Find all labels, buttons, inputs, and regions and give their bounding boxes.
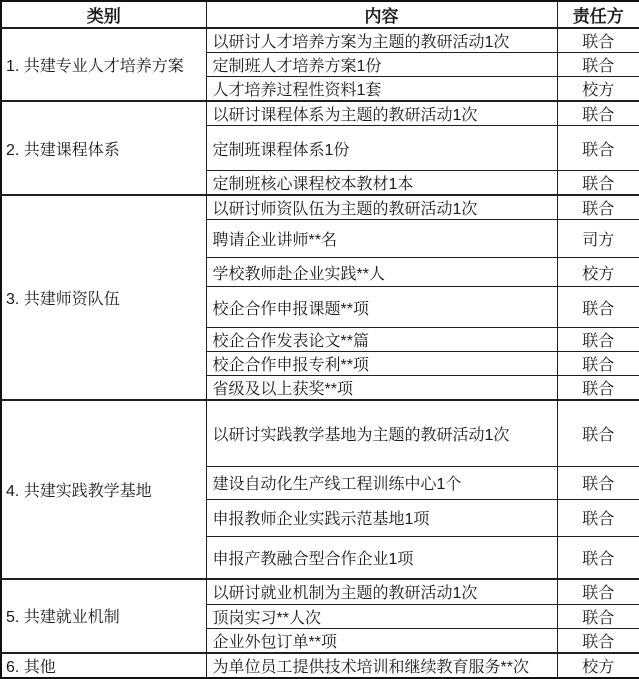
content-cell: 人才培养过程性资料1套 [206, 77, 557, 102]
table-row [1, 28, 639, 53]
content-cell: 以研讨实践教学基地为主题的教研活动1次 [206, 400, 557, 466]
party-cell: 联合 [557, 376, 639, 401]
party-cell: 联合 [557, 126, 639, 171]
category-cell-3: 3. 共建师资队伍 [1, 195, 206, 400]
table-row [1, 400, 639, 466]
content-cell: 定制班人才培养方案1份 [206, 53, 557, 77]
party-cell: 联合 [557, 28, 639, 53]
header-category: 类别 [1, 1, 206, 28]
content-cell: 以研讨人才培养方案为主题的教研活动1次 [206, 28, 557, 53]
party-cell: 联合 [557, 53, 639, 77]
category-cell-2: 2. 共建课程体系 [1, 101, 206, 195]
party-cell: 联合 [557, 499, 639, 536]
content-cell: 以研讨师资队伍为主题的教研活动1次 [206, 195, 557, 220]
content-cell: 以研讨就业机制为主题的教研活动1次 [206, 579, 557, 604]
content-cell: 申报教师企业实践示范基地1项 [206, 499, 557, 536]
party-cell: 联合 [557, 536, 639, 579]
party-cell: 联合 [557, 195, 639, 220]
header-row [1, 1, 639, 28]
party-cell: 联合 [557, 287, 639, 328]
content-cell: 以研讨课程体系为主题的教研活动1次 [206, 101, 557, 126]
content-cell: 为单位员工提供技术培训和继续教育服务**次 [206, 653, 557, 678]
party-cell: 联合 [557, 400, 639, 466]
party-cell: 联合 [557, 628, 639, 653]
party-cell: 联合 [557, 604, 639, 628]
category-cell-5: 5. 共建就业机制 [1, 579, 206, 653]
party-cell: 联合 [557, 579, 639, 604]
party-cell: 司方 [557, 220, 639, 258]
content-cell: 学校教师赴企业实践**人 [206, 258, 557, 287]
content-cell: 企业外包订单**项 [206, 628, 557, 653]
party-cell: 联合 [557, 328, 639, 352]
content-cell: 校企合作发表论文**篇 [206, 328, 557, 352]
header-content: 内容 [206, 1, 557, 28]
content-cell: 定制班核心课程校本教材1本 [206, 171, 557, 196]
party-cell: 联合 [557, 101, 639, 126]
content-cell: 校企合作申报专利**项 [206, 352, 557, 376]
content-cell: 省级及以上获奖**项 [206, 376, 557, 401]
content-cell: 定制班课程体系1份 [206, 126, 557, 171]
table-row [1, 101, 639, 126]
category-cell-4: 4. 共建实践教学基地 [1, 400, 206, 579]
category-cell-1: 1. 共建专业人才培养方案 [1, 28, 206, 101]
content-cell: 校企合作申报课题**项 [206, 287, 557, 328]
table-row [1, 653, 639, 678]
header-party: 责任方 [557, 1, 639, 28]
content-cell: 申报产教融合型合作企业1项 [206, 536, 557, 579]
party-cell: 联合 [557, 466, 639, 499]
content-cell: 建设自动化生产线工程训练中心1个 [206, 466, 557, 499]
party-cell: 联合 [557, 171, 639, 196]
category-cell-6: 6. 其他 [1, 653, 206, 678]
content-cell: 聘请企业讲师**名 [206, 220, 557, 258]
party-cell: 校方 [557, 258, 639, 287]
table-row [1, 195, 639, 220]
content-cell: 顶岗实习**人次 [206, 604, 557, 628]
party-cell: 联合 [557, 352, 639, 376]
party-cell: 校方 [557, 77, 639, 102]
table-row [1, 579, 639, 604]
party-cell: 校方 [557, 653, 639, 678]
